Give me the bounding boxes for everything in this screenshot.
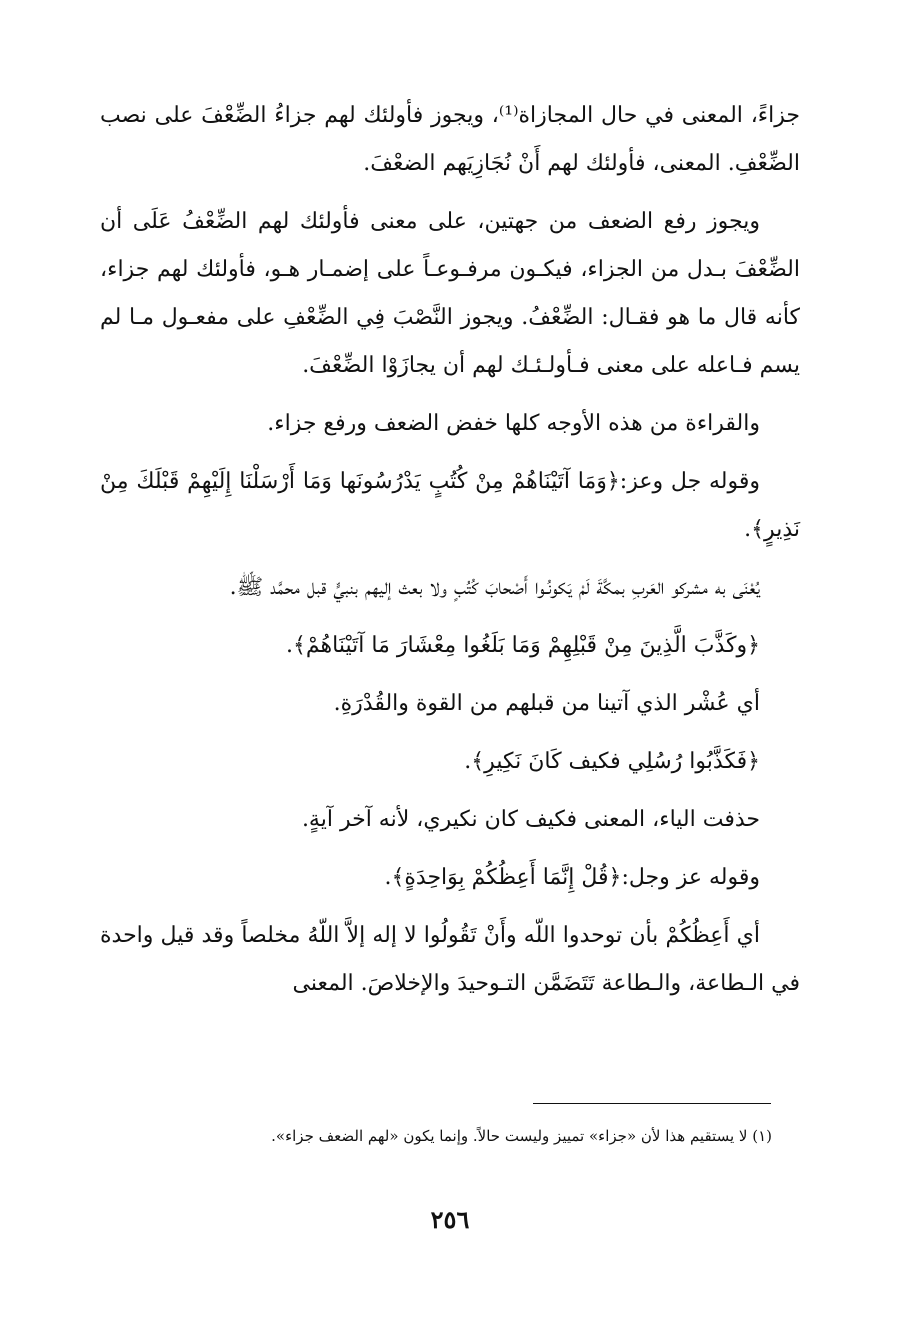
- paragraph-1: جزاءً، المعنى في حال المجازاة⁽¹⁾، ويجوز فأولئك لهم جزاءُ الضِّعْفَ على نصب الضِّعْفِ. المعنى، فأولئك لهم أَنْ نُجَازِيَهم الضعْفَ.: [100, 103, 800, 176]
- paragraph-8: وقوله عز وجل:﴿قُلْ إِنَّمَا أَعِظُكُمْ بِوَاحِدَةٍ﴾.: [384, 865, 760, 890]
- page-number: ٢٥٦: [430, 1205, 470, 1234]
- paragraph-5: يُعْنَى به مشركو العَربِ بمكَّةَ لَمْ يَكونُـوا أَصْحابَ كُتُبٍ ولا بعث إليهم بنبيٍّ قبل محمَّد ﷺ.: [229, 575, 760, 600]
- paragraph-3: والقراءة من هذه الأوجه كلها خفض الضعف ورفع جزاء.: [267, 411, 760, 436]
- body-text: [100, 92, 800, 1018]
- paragraph-2: ويجوز رفع الضعف من جهتين، على معنى فأولئك لهم الضِّعْفُ عَلَى أن الضِّعْفَ بـدل من الجزاء، فيكـون مرفـوعـاً على إضمـار هـو، فأولئك لهم جزاء، كأنه قال ما هو فقـال: الضِّعْفُ. ويجوز النَّصْبَ فِي الضِّعْفِ على مفعـول مـا لم يسم فـاعله على معنى فـأولـئـك لهم أن يجازَوْا الضِّعْفَ.: [100, 209, 800, 378]
- paragraph-6: أي عُشْر الذي آتينا من قبلهم من القوة والقُدْرَةِ.: [333, 691, 760, 716]
- footnote: (١) لا يستقيم هذا لأن «جزاء» تمييز وليست حالاً. وإنما يكون «لهم الضعف جزاء».: [271, 1127, 772, 1145]
- quran-verse-1: ﴿وكَذَّبَ الَّذِينَ مِنْ قَبْلِهِمْ وَمَا بَلَغُوا مِعْشَارَ مَا آتَيْنَاهُمْ﴾.: [286, 633, 760, 658]
- paragraph-7: حذفت الياء، المعنى فكيف كان نكيري، لأنه آخر آيةٍ.: [301, 807, 760, 832]
- footnote-divider: [533, 1103, 771, 1104]
- paragraph-9: أي أَعِظُكُمْ بأن توحدوا اللّه وأَنْ تَقُولُوا لا إله إلاَّ اللّهُ مخلصاً وقد قيل واحدة في الـطاعة، والـطاعة تَتَضَمَّن التـوحيدَ والإخلاصَ. المعنى: [100, 923, 800, 996]
- paragraph-4: وقوله جل وعز:﴿وَمَا آتَيْنَاهُمْ مِنْ كُتُبٍ يَدْرُسُونَها وَمَا أَرْسَلْنَا إِلَيْهِمْ قَبْلَكَ مِنْ نَذِيرٍ﴾.: [100, 469, 800, 542]
- quran-verse-2: ﴿فَكَذَّبُوا رُسُلِي فكيف كَانَ نَكِيرِ﴾.: [464, 749, 760, 774]
